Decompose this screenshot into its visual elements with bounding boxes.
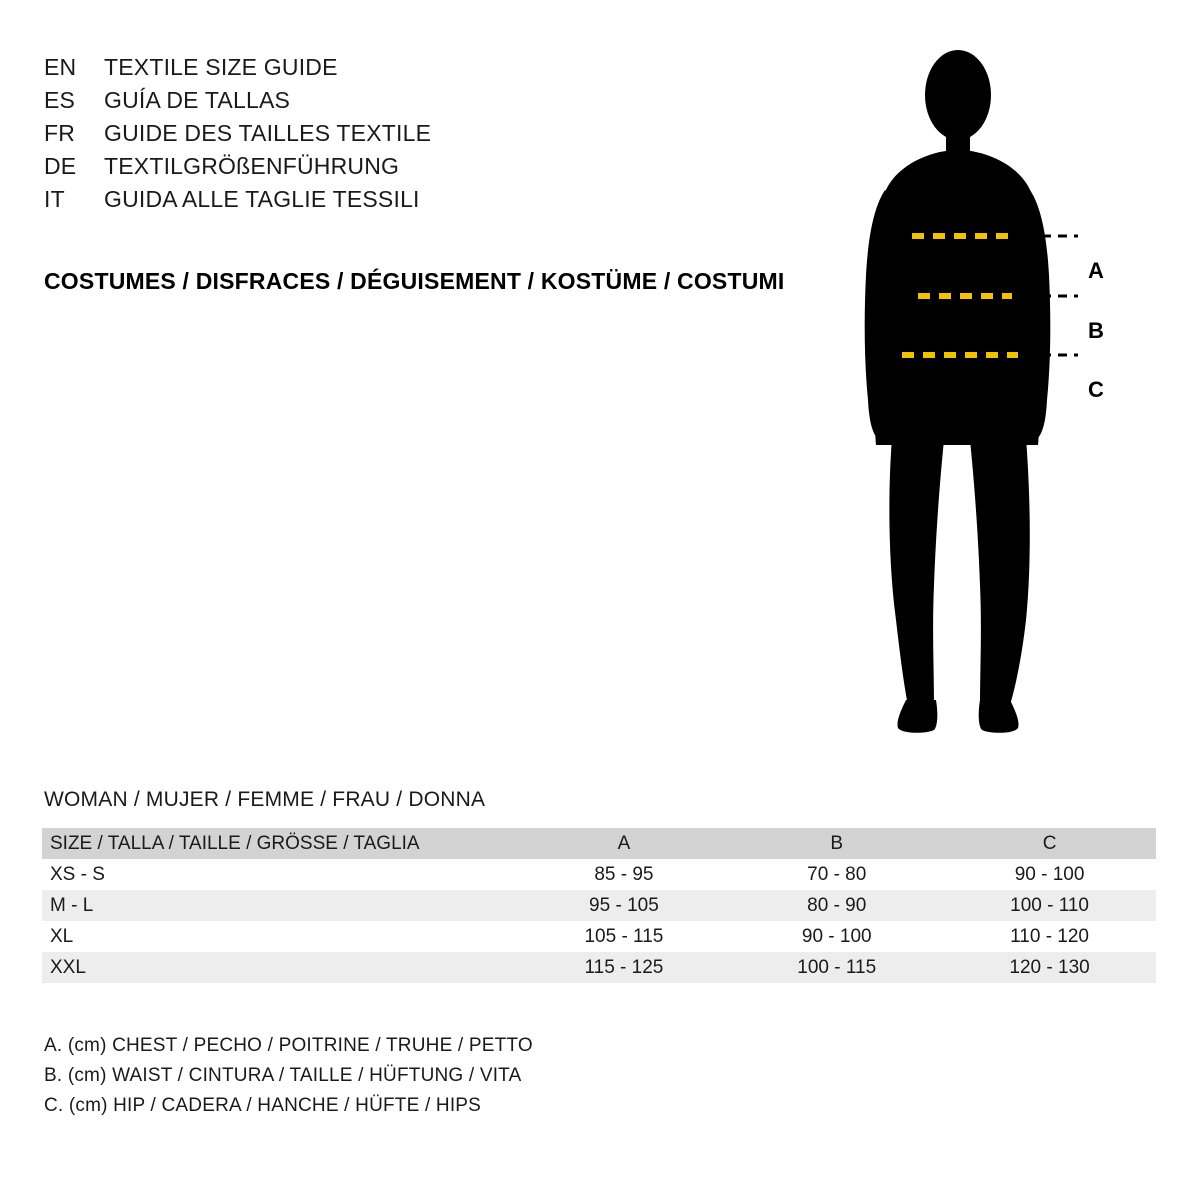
legend-line-a: A. (cm) CHEST / PECHO / POITRINE / TRUHE / PETTO xyxy=(44,1035,533,1056)
size-table xyxy=(42,828,1156,983)
cell-size: XL xyxy=(50,925,74,947)
language-text-en: TEXTILE SIZE GUIDE xyxy=(104,54,338,80)
language-text-es: GUÍA DE TALLAS xyxy=(104,87,291,113)
measure-label-b: B xyxy=(1088,318,1104,343)
cell-c: 100 - 110 xyxy=(1010,894,1090,916)
language-text-it: GUIDA ALLE TAGLIE TESSILI xyxy=(104,186,420,212)
table-head xyxy=(42,828,1156,859)
language-text-fr: GUIDE DES TAILLES TEXTILE xyxy=(104,120,432,146)
header-a: A xyxy=(617,832,631,854)
language-text-de: TEXTILGRÖßENFÜHRUNG xyxy=(104,153,400,179)
language-row-en xyxy=(44,54,844,87)
table-row xyxy=(42,890,1156,921)
measure-label-c: C xyxy=(1088,377,1104,402)
cell-size: M - L xyxy=(50,894,94,916)
language-code-de: DE xyxy=(44,153,77,179)
language-code-it: IT xyxy=(44,186,65,212)
language-code-en: EN xyxy=(44,54,77,80)
costumes-heading: COSTUMES / DISFRACES / DÉGUISEMENT / KOSTÜME / COSTUMI xyxy=(44,268,785,294)
table-body xyxy=(42,859,1156,983)
header-size: SIZE / TALLA / TAILLE / GRÖSSE / TAGLIA xyxy=(50,832,420,854)
table-row xyxy=(42,921,1156,952)
cell-b: 70 - 80 xyxy=(807,863,867,885)
language-row-fr xyxy=(44,120,844,153)
cell-b: 90 - 100 xyxy=(801,925,872,947)
language-row-es xyxy=(44,87,844,120)
legend-line-b: B. (cm) WAIST / CINTURA / TAILLE / HÜFTUNG / VITA xyxy=(44,1065,522,1086)
header-c: C xyxy=(1042,832,1057,854)
cell-size: XS - S xyxy=(50,863,105,885)
language-row-it xyxy=(44,186,844,219)
table-header-row xyxy=(42,828,1156,859)
cell-a: 95 - 105 xyxy=(589,894,659,916)
legend xyxy=(44,1035,533,1125)
table-title: WOMAN / MUJER / FEMME / FRAU / DONNA xyxy=(44,788,486,811)
language-row-de xyxy=(44,153,844,186)
figure-area xyxy=(830,40,1160,740)
cell-b: 100 - 115 xyxy=(797,956,877,978)
language-code-fr: FR xyxy=(44,120,76,146)
cell-c: 90 - 100 xyxy=(1014,863,1085,885)
table-row xyxy=(42,859,1156,890)
female-silhouette-icon xyxy=(830,40,1160,740)
cell-a: 105 - 115 xyxy=(584,925,664,947)
cell-c: 110 - 120 xyxy=(1010,925,1090,947)
cell-b: 80 - 90 xyxy=(807,894,867,916)
header-b: B xyxy=(830,832,844,854)
measure-label-a: A xyxy=(1088,258,1104,283)
cell-c: 120 - 130 xyxy=(1009,956,1090,978)
table-row xyxy=(42,952,1156,983)
language-list xyxy=(44,54,844,219)
cell-size: XXL xyxy=(50,956,86,978)
cell-a: 85 - 95 xyxy=(594,863,654,885)
legend-line-c: C. (cm) HIP / CADERA / HANCHE / HÜFTE / HIPS xyxy=(44,1095,482,1116)
language-code-es: ES xyxy=(44,87,76,113)
cell-a: 115 - 125 xyxy=(584,956,664,978)
